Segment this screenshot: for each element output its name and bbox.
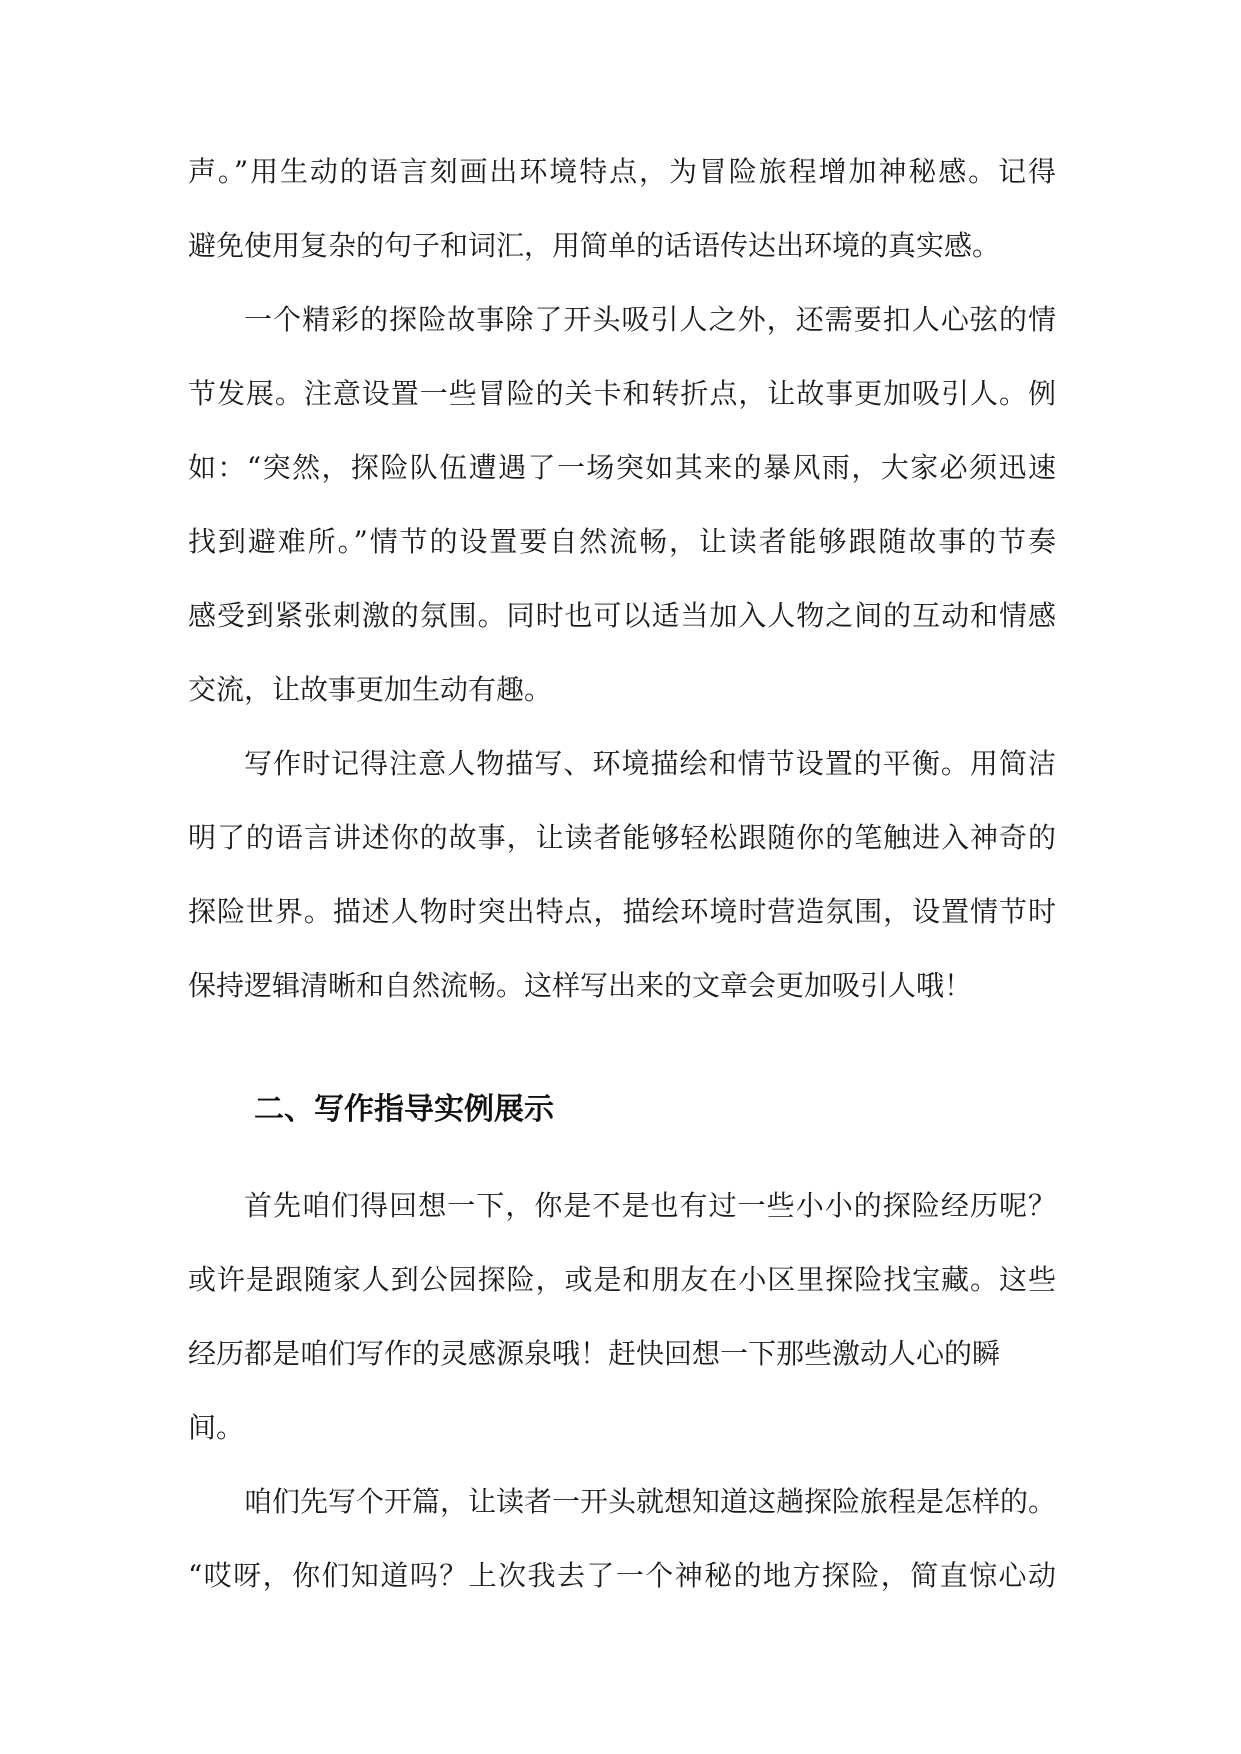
paragraph-line: 感受到紧张刺激的氛围。同时也可以适当加入人物之间的互动和情感 bbox=[188, 599, 1056, 632]
paragraph-line: “哎呀，你们知道吗？上次我去了一个神秘的地方探险，简直惊心动 bbox=[188, 1559, 1056, 1592]
paragraph-line: 一个精彩的探险故事除了开头吸引人之外，还需要扣人心弦的情 bbox=[244, 303, 1056, 336]
paragraph-line: 探险世界。描述人物时突出特点，描绘环境时营造氛围，设置情节时 bbox=[188, 895, 1056, 928]
paragraph-line: 保持逻辑清晰和自然流畅。这样写出来的文章会更加吸引人哦！ bbox=[188, 969, 973, 1002]
paragraph-line: 交流，让故事更加生动有趣。 bbox=[188, 673, 553, 706]
section-heading: 二、写作指导实例展示 bbox=[254, 1092, 554, 1127]
paragraph-line: 避免使用复杂的句子和词汇，用简单的话语传达出环境的真实感。 bbox=[188, 229, 1001, 262]
paragraph-line: 首先咱们得回想一下，你是不是也有过一些小小的探险经历呢？ bbox=[244, 1189, 1056, 1222]
paragraph-line: 节发展。注意设置一些冒险的关卡和转折点，让故事更加吸引人。例 bbox=[188, 377, 1056, 410]
paragraph-line: 明了的语言讲述你的故事，让读者能够轻松跟随你的笔触进入神奇的 bbox=[188, 821, 1056, 854]
paragraph-line: 写作时记得注意人物描写、环境描绘和情节设置的平衡。用简洁 bbox=[244, 747, 1056, 780]
paragraph-line: 间。 bbox=[188, 1411, 245, 1444]
paragraph-line: 或许是跟随家人到公园探险，或是和朋友在小区里探险找宝藏。这些 bbox=[188, 1263, 1056, 1296]
paragraph-line: 如：“突然，探险队伍遭遇了一场突如其来的暴风雨，大家必须迅速 bbox=[188, 451, 1056, 484]
paragraph-line: 找到避难所。”情节的设置要自然流畅，让读者能够跟随故事的节奏 bbox=[188, 525, 1056, 558]
paragraph-line: 声。”用生动的语言刻画出环境特点，为冒险旅程增加神秘感。记得 bbox=[188, 155, 1056, 188]
paragraph-line: 咱们先写个开篇，让读者一开头就想知道这趟探险旅程是怎样的。 bbox=[244, 1485, 1057, 1518]
paragraph-line: 经历都是咱们写作的灵感源泉哦！赶快回想一下那些激动人心的瞬 bbox=[188, 1337, 1001, 1370]
